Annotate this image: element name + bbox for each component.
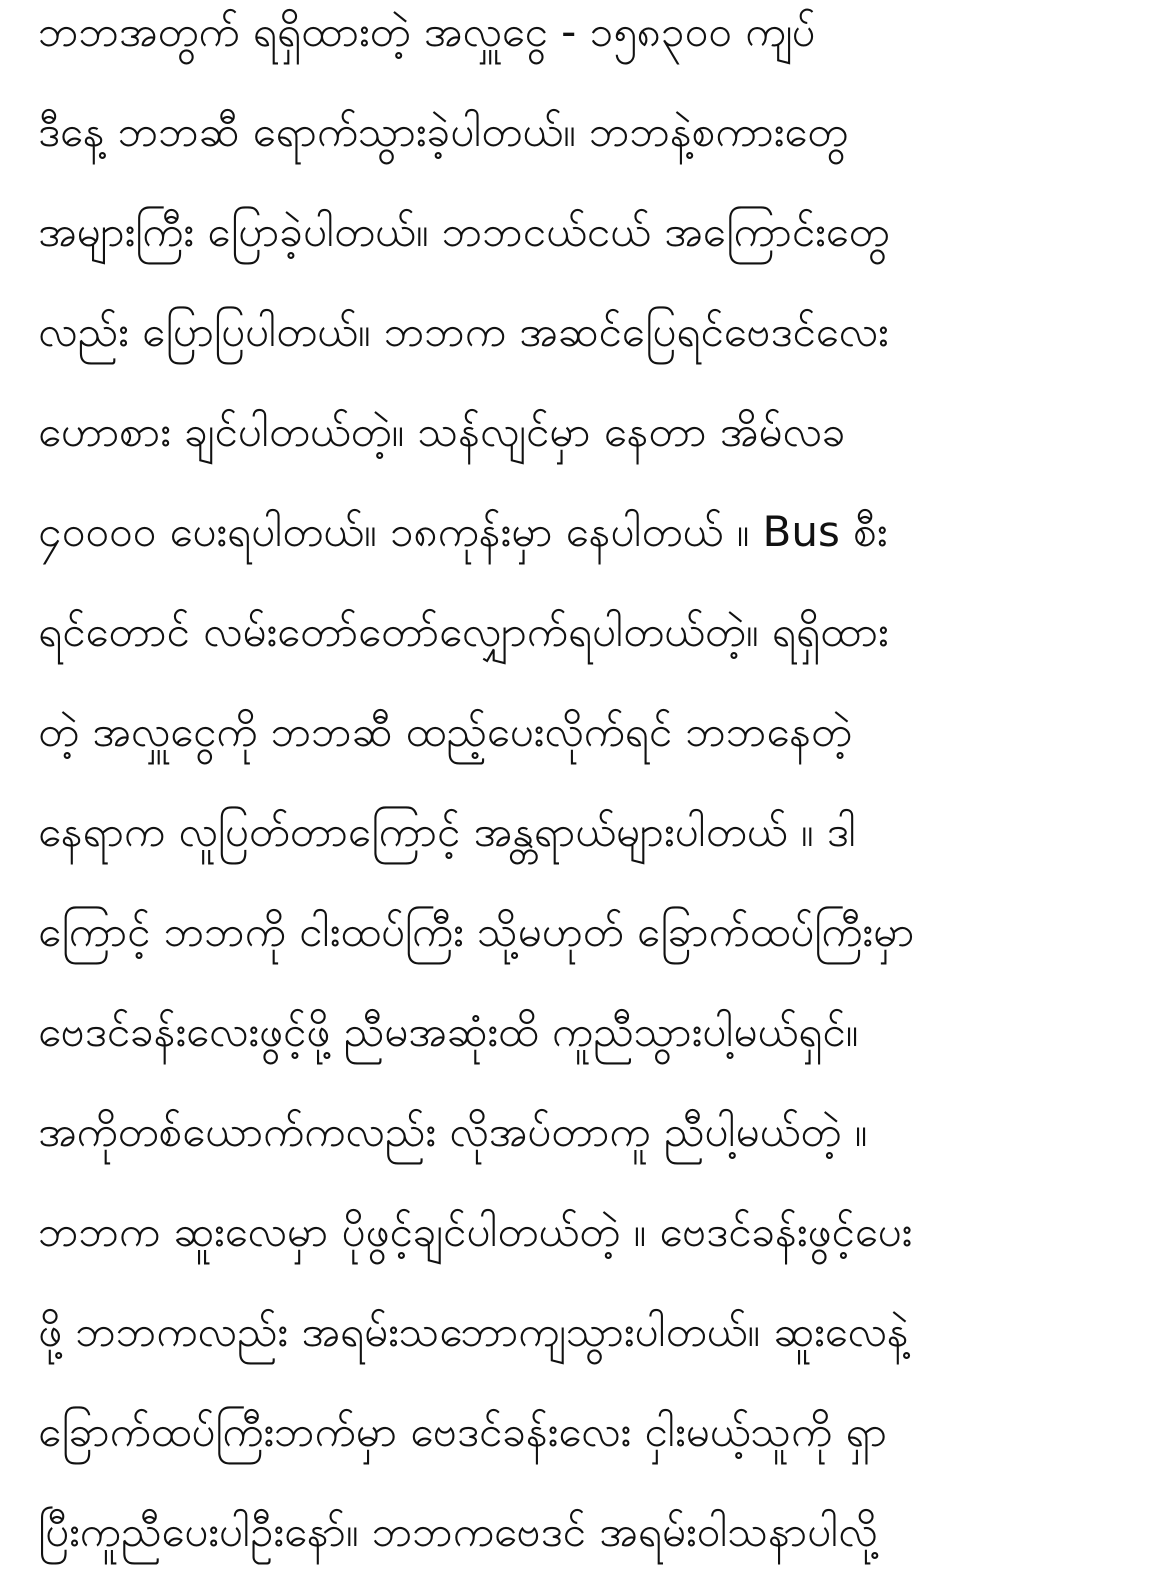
text-line-13: ဘဘက ဆူးလေမှာ ပိုဖွင့်ချင်ပါတယ်တဲ့ ။ ဗေဒင်ခန်းဖွင့်ပေး [38, 1207, 913, 1256]
text-line-3: အများကြီး ပြောခဲ့ပါတယ်။ ဘဘငယ်ငယ် အကြောင်းတွေ [38, 207, 890, 256]
text-line-9: နေရာက လူပြတ်တာကြောင့် အန္တရာယ်များပါတယ် ။ ဒါ [38, 807, 856, 856]
text-line-5: ဟောစား ချင်ပါတယ်တဲ့။ သန်လျင်မှာ နေတာ အိမ်လခ [38, 407, 846, 456]
text-line-8: တဲ့ အလှူငွေကို ဘဘဆီ ထည့်ပေးလိုက်ရင် ဘဘနေတဲ့ [38, 707, 852, 756]
text-line-11: ဗေဒင်ခန်းလေးဖွင့်ဖို့ ညီမအဆုံးထိ ကူညီသွားပါ့မယ်ရှင်။ [38, 1007, 859, 1056]
text-line-16: ပြီးကူညီပေးပါဦးနော်။ ဘဘကဗေဒင် အရမ်းဝါသနာပါလို့ [38, 1507, 878, 1556]
text-line-10: ကြောင့် ဘဘကို ငါးထပ်ကြီး သို့မဟုတ် ခြောက်ထပ်ကြီးမှာ [38, 907, 915, 956]
text-line-12: အကိုတစ်ယောက်ကလည်း လိုအပ်တာကူ ညီပါ့မယ်တဲ့ ။ [38, 1107, 868, 1156]
text-line-4: လည်း ပြောပြပါတယ်။ ဘဘက အဆင်ပြေရင်ဗေဒင်လေး [38, 307, 889, 356]
text-line-2: ဒီနေ့ ဘဘဆီ ရောက်သွားခဲ့ပါတယ်။ ဘဘနဲ့စကားတွေ [38, 107, 848, 156]
text-line-1: ဘဘအတွက် ရရှိထားတဲ့ အလှူငွေ - ၁၅၈၃၀၀ ကျပ် [38, 7, 816, 56]
text-line-14: ဖို့ ဘဘကလည်း အရမ်းသဘောကျသွားပါတယ်။ ဆူးလေနဲ့ [38, 1307, 909, 1356]
text-line-15: ခြောက်ထပ်ကြီးဘက်မှာ ဗေဒင်ခန်းလေး ငှါးမယ့်သူကို ရှာ [38, 1407, 887, 1456]
text-line-6: ၄၀၀၀၀ ပေးရပါတယ်။ ၁၈ကုန်းမှာ နေပါတယ် ။ Bus စီး [38, 507, 888, 556]
text-line-7: ရင်တောင် လမ်းတော်တော်လျှောက်ရပါတယ်တဲ့။ ရရှိထား [38, 607, 889, 656]
